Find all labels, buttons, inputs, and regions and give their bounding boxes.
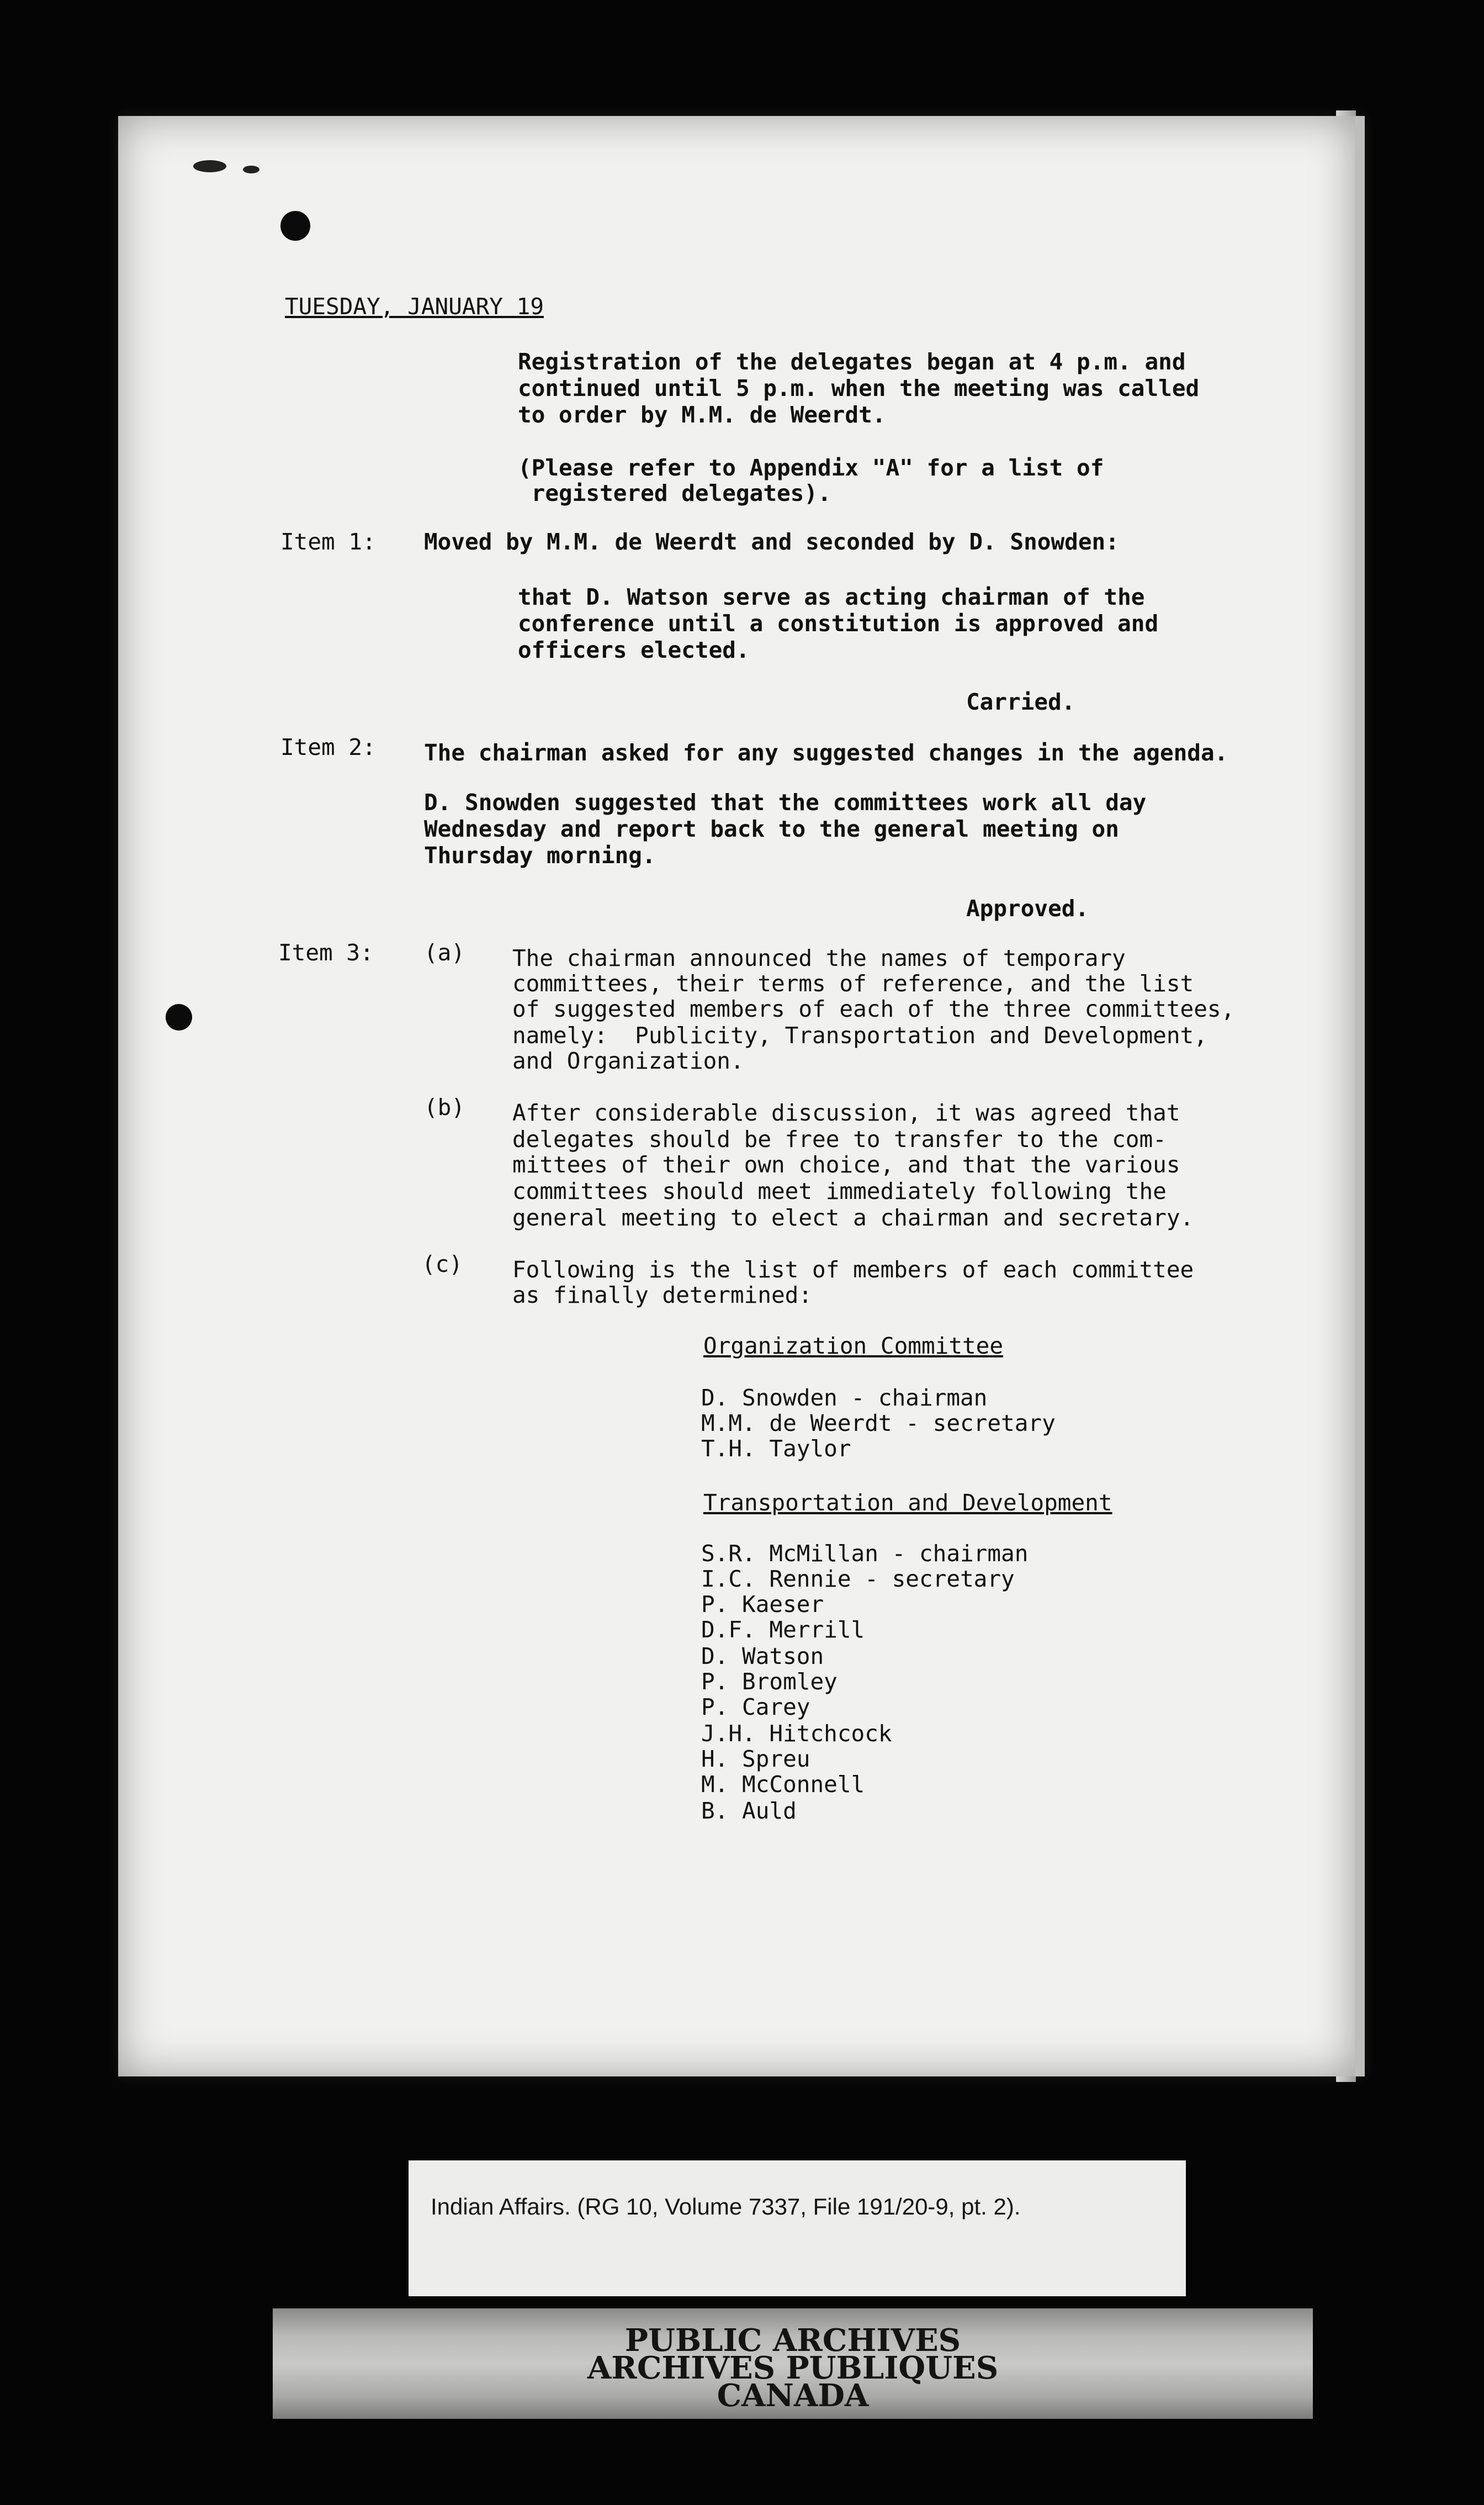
committee-member: P. Kaeser: [701, 1591, 824, 1618]
item-3a-text: of suggested members of each of the three committees,: [512, 996, 1235, 1022]
item-3c-text: as finally determined:: [512, 1282, 813, 1308]
committee-member: I.C. Rennie - secretary: [701, 1566, 1015, 1592]
suggestion-text: Thursday morning.: [424, 842, 656, 869]
committee-member: P. Carey: [701, 1694, 810, 1720]
committee-member: J.H. Hitchcock: [701, 1720, 892, 1747]
stamp-line-3: CANADA: [717, 2377, 869, 2414]
item-3b-text: After considerable discussion, it was agreed that: [512, 1100, 1180, 1126]
committee-member: M.M. de Weerdt - secretary: [701, 1410, 1056, 1436]
item-3b-text: delegates should be free to transfer to the com-: [512, 1126, 1167, 1153]
item-3a-text: committees, their terms of reference, and the list: [512, 970, 1194, 997]
punch-hole: [280, 211, 310, 241]
punch-hole: [166, 1004, 192, 1030]
archive-stamp: [273, 2308, 1313, 2419]
committee-member: S.R. McMillan - chairman: [701, 1540, 1029, 1567]
speck: [243, 166, 259, 173]
committee-member: D.F. Merrill: [701, 1616, 865, 1643]
suggestion-text: D. Snowden suggested that the committees work all day: [424, 789, 1147, 816]
committee-member: D. Watson: [701, 1643, 824, 1669]
item-2-text: The chairman asked for any suggested changes in the agenda.: [424, 739, 1228, 766]
committee-member: T.H. Taylor: [701, 1435, 851, 1462]
item-3a-label: (a): [424, 939, 465, 966]
committee-member: H. Spreu: [701, 1746, 810, 1772]
item-3a-text: namely: Publicity, Transportation and Development,: [512, 1022, 1207, 1049]
committee-member: M. McConnell: [701, 1771, 865, 1798]
committee-member: D. Snowden - chairman: [701, 1384, 988, 1411]
item-1-label: Item 1:: [280, 529, 376, 555]
item-2-result: Approved.: [966, 895, 1089, 922]
stamp-line-1: PUBLIC ARCHIVES: [624, 2322, 961, 2359]
speck: [193, 160, 226, 172]
appendix-note: (Please refer to Appendix "A" for a list of: [518, 455, 1104, 481]
committee-member: P. Bromley: [701, 1668, 838, 1695]
item-3c-label: (c): [422, 1251, 463, 1277]
suggestion-text: Wednesday and report back to the general meeting on: [424, 816, 1119, 842]
item-3b-text: committees should meet immediately following the: [512, 1178, 1167, 1204]
page-heading: TUESDAY, JANUARY 19: [285, 293, 544, 320]
item-2-label: Item 2:: [280, 734, 376, 760]
organization-committee-title: Organization Committee: [703, 1333, 1004, 1359]
source-label-card: [409, 2160, 1186, 2296]
source-citation: Indian Affairs. (RG 10, Volume 7337, File 191/20-9, pt. 2).: [431, 2194, 1021, 2219]
transportation-committee-title: Transportation and Development: [703, 1489, 1112, 1516]
stamp-line-2: ARCHIVES PUBLIQUES: [587, 2350, 999, 2386]
item-1-motion: Moved by M.M. de Weerdt and seconded by D. Snowden:: [424, 529, 1119, 555]
item-3a-text: and Organization.: [512, 1048, 744, 1074]
motion-text: conference until a constitution is approved and: [518, 610, 1159, 637]
item-3c-text: Following is the list of members of each committee: [512, 1256, 1194, 1283]
item-3-label: Item 3:: [278, 939, 374, 966]
item-3b-label: (b): [424, 1094, 465, 1121]
item-1-result: Carried.: [966, 689, 1075, 715]
motion-text: that D. Watson serve as acting chairman of the: [518, 584, 1145, 610]
motion-text: officers elected.: [518, 637, 750, 663]
intro-line: continued until 5 p.m. when the meeting was called: [518, 375, 1200, 401]
item-3b-text: mittees of their own choice, and that the various: [512, 1151, 1180, 1178]
intro-line: to order by M.M. de Weerdt.: [518, 401, 886, 428]
appendix-note: registered delegates).: [518, 480, 831, 506]
intro-line: Registration of the delegates began at 4 p.m. and: [518, 348, 1186, 375]
item-3b-text: general meeting to elect a chairman and secretary.: [512, 1204, 1194, 1231]
committee-member: B. Auld: [701, 1798, 797, 1824]
item-3a-text: The chairman announced the names of temporary: [512, 945, 1126, 971]
